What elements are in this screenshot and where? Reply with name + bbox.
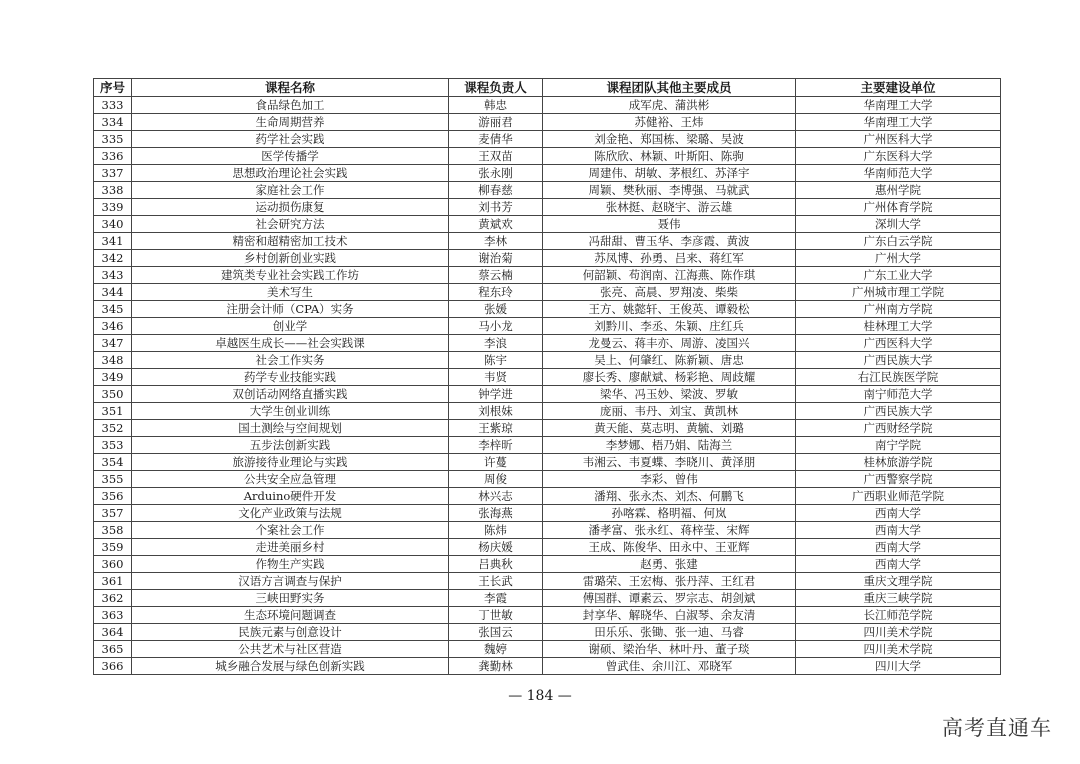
cell-course-lead: 陈炜 [449, 522, 543, 539]
cell-team-members: 李彩、曾伟 [543, 471, 796, 488]
cell-institution: 惠州学院 [796, 182, 1001, 199]
cell-team-members: 梁华、冯玉妙、梁波、罗敏 [543, 386, 796, 403]
cell-team-members: 聂伟 [543, 216, 796, 233]
table-row [94, 335, 1001, 352]
header-course-lead: 课程负责人 [449, 79, 543, 97]
table-header-row [94, 79, 1001, 97]
cell-course-name: 文化产业政策与法规 [132, 505, 449, 522]
cell-institution: 广州医科大学 [796, 131, 1001, 148]
cell-course-lead: 王长武 [449, 573, 543, 590]
cell-team-members: 韦湘云、韦夏蝶、李晓川、黄泽朋 [543, 454, 796, 471]
cell-course-lead: 刘根妹 [449, 403, 543, 420]
cell-team-members: 冯甜甜、曹玉华、李彦霞、黄波 [543, 233, 796, 250]
cell-course-lead: 李梓昕 [449, 437, 543, 454]
cell-team-members: 王方、姚懿轩、王俊英、谭毅松 [543, 301, 796, 318]
cell-institution: 广州城市理工学院 [796, 284, 1001, 301]
cell-serial-number: 359 [94, 539, 132, 556]
cell-institution: 南宁学院 [796, 437, 1001, 454]
cell-institution: 四川美术学院 [796, 641, 1001, 658]
cell-institution: 华南理工大学 [796, 97, 1001, 114]
table-row [94, 284, 1001, 301]
cell-team-members: 苏凤博、孙勇、吕来、蒋红军 [543, 250, 796, 267]
cell-team-members: 黄天能、莫志明、黄毓、刘璐 [543, 420, 796, 437]
cell-serial-number: 344 [94, 284, 132, 301]
cell-institution: 广东白云学院 [796, 233, 1001, 250]
cell-course-name: 五步法创新实践 [132, 437, 449, 454]
cell-serial-number: 363 [94, 607, 132, 624]
cell-team-members: 刘黔川、李丞、朱颖、庄红兵 [543, 318, 796, 335]
cell-course-lead: 张海燕 [449, 505, 543, 522]
cell-course-name: 作物生产实践 [132, 556, 449, 573]
cell-course-lead: 刘书芳 [449, 199, 543, 216]
cell-serial-number: 353 [94, 437, 132, 454]
cell-serial-number: 343 [94, 267, 132, 284]
cell-course-name: 注册会计师（CPA）实务 [132, 301, 449, 318]
cell-course-name: 大学生创业训练 [132, 403, 449, 420]
cell-course-name: 家庭社会工作 [132, 182, 449, 199]
cell-course-lead: 李林 [449, 233, 543, 250]
cell-course-lead: 王紫琼 [449, 420, 543, 437]
cell-serial-number: 347 [94, 335, 132, 352]
cell-serial-number: 350 [94, 386, 132, 403]
table-row [94, 420, 1001, 437]
table-row [94, 403, 1001, 420]
cell-course-lead: 李浪 [449, 335, 543, 352]
cell-serial-number: 362 [94, 590, 132, 607]
cell-course-name: 药学专业技能实践 [132, 369, 449, 386]
cell-course-name: 双创话动网络直播实践 [132, 386, 449, 403]
cell-institution: 南宁师范大学 [796, 386, 1001, 403]
cell-course-lead: 游丽君 [449, 114, 543, 131]
cell-course-lead: 韦贤 [449, 369, 543, 386]
cell-institution: 广州南方学院 [796, 301, 1001, 318]
cell-team-members: 田乐乐、张锄、张一迪、马睿 [543, 624, 796, 641]
cell-team-members: 王成、陈俊华、田永中、王亚辉 [543, 539, 796, 556]
table-row [94, 539, 1001, 556]
cell-institution: 桂林旅游学院 [796, 454, 1001, 471]
cell-serial-number: 361 [94, 573, 132, 590]
cell-team-members: 孙喀霖、格明福、何岚 [543, 505, 796, 522]
cell-course-lead: 丁世敏 [449, 607, 543, 624]
cell-institution: 西南大学 [796, 522, 1001, 539]
table-row [94, 369, 1001, 386]
cell-course-lead: 麦倩华 [449, 131, 543, 148]
header-team-members: 课程团队其他主要成员 [543, 79, 796, 97]
course-table [93, 78, 1001, 675]
cell-serial-number: 348 [94, 352, 132, 369]
cell-course-lead: 黄斌欢 [449, 216, 543, 233]
cell-serial-number: 346 [94, 318, 132, 335]
table-row [94, 318, 1001, 335]
cell-course-name: 民族元素与创意设计 [132, 624, 449, 641]
cell-course-name: 卓越医生成长——社会实践课 [132, 335, 449, 352]
table-row [94, 267, 1001, 284]
cell-institution: 长江师范学院 [796, 607, 1001, 624]
cell-team-members: 何韶颖、苟润南、江海燕、陈作琪 [543, 267, 796, 284]
cell-course-lead: 魏婷 [449, 641, 543, 658]
header-serial-number: 序号 [94, 79, 132, 97]
cell-institution: 广东工业大学 [796, 267, 1001, 284]
table-row [94, 590, 1001, 607]
cell-team-members: 吴上、何肇红、陈新颖、唐忠 [543, 352, 796, 369]
cell-team-members: 成军虎、蒲洪彬 [543, 97, 796, 114]
cell-team-members: 封享华、解晓华、白淑琴、余友清 [543, 607, 796, 624]
table-row [94, 454, 1001, 471]
cell-course-name: 创业学 [132, 318, 449, 335]
cell-course-name: 公共安全应急管理 [132, 471, 449, 488]
cell-serial-number: 333 [94, 97, 132, 114]
cell-team-members: 潘孝富、张永红、蒋梓莹、宋辉 [543, 522, 796, 539]
cell-serial-number: 349 [94, 369, 132, 386]
cell-team-members: 傅国群、谭素云、罗宗志、胡剑斌 [543, 590, 796, 607]
cell-course-lead: 程东玲 [449, 284, 543, 301]
cell-course-lead: 张国云 [449, 624, 543, 641]
cell-serial-number: 341 [94, 233, 132, 250]
cell-course-lead: 许蔓 [449, 454, 543, 471]
cell-course-lead: 陈宇 [449, 352, 543, 369]
cell-serial-number: 339 [94, 199, 132, 216]
cell-team-members: 曾武佳、余川江、邓晓军 [543, 658, 796, 675]
cell-course-name: 美术写生 [132, 284, 449, 301]
cell-institution: 广西民族大学 [796, 403, 1001, 420]
cell-course-name: 思想政治理论社会实践 [132, 165, 449, 182]
cell-team-members: 张林挺、赵晓宇、游云雄 [543, 199, 796, 216]
table-row [94, 556, 1001, 573]
cell-course-name: 乡村创新创业实践 [132, 250, 449, 267]
cell-institution: 华南师范大学 [796, 165, 1001, 182]
cell-institution: 四川大学 [796, 658, 1001, 675]
cell-team-members: 周建伟、胡敏、茅根红、苏泽宇 [543, 165, 796, 182]
cell-institution: 重庆三峡学院 [796, 590, 1001, 607]
table-row [94, 607, 1001, 624]
cell-serial-number: 336 [94, 148, 132, 165]
cell-team-members: 张亮、高晨、罗翔凌、柴柴 [543, 284, 796, 301]
watermark-text: 高考直通车 [942, 716, 1052, 740]
cell-course-name: 社会工作实务 [132, 352, 449, 369]
table-row [94, 199, 1001, 216]
cell-course-lead: 钟学进 [449, 386, 543, 403]
table-body [94, 97, 1001, 675]
cell-serial-number: 365 [94, 641, 132, 658]
cell-serial-number: 366 [94, 658, 132, 675]
cell-institution: 广西民族大学 [796, 352, 1001, 369]
cell-course-lead: 韩忠 [449, 97, 543, 114]
cell-institution: 广州大学 [796, 250, 1001, 267]
cell-serial-number: 342 [94, 250, 132, 267]
cell-team-members: 周颖、樊秋丽、李博强、马就武 [543, 182, 796, 199]
cell-course-lead: 林兴志 [449, 488, 543, 505]
cell-course-lead: 周俊 [449, 471, 543, 488]
cell-team-members: 赵勇、张建 [543, 556, 796, 573]
cell-serial-number: 364 [94, 624, 132, 641]
cell-course-lead: 张媛 [449, 301, 543, 318]
cell-institution: 广东医科大学 [796, 148, 1001, 165]
table-row [94, 131, 1001, 148]
cell-team-members: 廖长秀、廖献斌、杨彩艳、周歧耀 [543, 369, 796, 386]
table-row [94, 165, 1001, 182]
cell-institution: 广州体育学院 [796, 199, 1001, 216]
cell-course-name: 建筑类专业社会实践工作坊 [132, 267, 449, 284]
cell-course-lead: 杨庆媛 [449, 539, 543, 556]
cell-course-name: 社会研究方法 [132, 216, 449, 233]
table-row [94, 216, 1001, 233]
cell-institution: 广西职业师范学院 [796, 488, 1001, 505]
cell-team-members: 苏健裕、王炜 [543, 114, 796, 131]
cell-course-name: 个案社会工作 [132, 522, 449, 539]
cell-course-lead: 吕典秋 [449, 556, 543, 573]
cell-institution: 华南理工大学 [796, 114, 1001, 131]
cell-course-lead: 李霞 [449, 590, 543, 607]
cell-course-name: 医学传播学 [132, 148, 449, 165]
header-institution: 主要建设单位 [796, 79, 1001, 97]
header-course-name: 课程名称 [132, 79, 449, 97]
cell-course-name: Arduino硬件开发 [132, 488, 449, 505]
table-row [94, 505, 1001, 522]
table-row [94, 471, 1001, 488]
cell-course-name: 三峡田野实务 [132, 590, 449, 607]
cell-team-members: 庞丽、韦丹、刘宝、黄凯林 [543, 403, 796, 420]
cell-course-lead: 蔡云楠 [449, 267, 543, 284]
cell-institution: 广西医科大学 [796, 335, 1001, 352]
cell-course-lead: 柳春慈 [449, 182, 543, 199]
cell-institution: 深圳大学 [796, 216, 1001, 233]
table-row [94, 437, 1001, 454]
table-row [94, 114, 1001, 131]
cell-institution: 右江民族医学院 [796, 369, 1001, 386]
cell-course-name: 生命周期营养 [132, 114, 449, 131]
table-row [94, 352, 1001, 369]
cell-institution: 西南大学 [796, 539, 1001, 556]
table-row [94, 624, 1001, 641]
cell-team-members: 陈欣欣、林颖、叶斯阳、陈驹 [543, 148, 796, 165]
cell-course-name: 走进美丽乡村 [132, 539, 449, 556]
cell-team-members: 刘金艳、郑国栋、梁璐、吴波 [543, 131, 796, 148]
table-row [94, 522, 1001, 539]
cell-institution: 西南大学 [796, 505, 1001, 522]
cell-serial-number: 356 [94, 488, 132, 505]
cell-institution: 重庆文理学院 [796, 573, 1001, 590]
table-row [94, 386, 1001, 403]
cell-institution: 四川美术学院 [796, 624, 1001, 641]
cell-serial-number: 360 [94, 556, 132, 573]
cell-serial-number: 338 [94, 182, 132, 199]
table-row [94, 641, 1001, 658]
cell-course-name: 公共艺术与社区营造 [132, 641, 449, 658]
table-row [94, 301, 1001, 318]
table-row [94, 97, 1001, 114]
page-number: — 184 — [508, 688, 572, 704]
cell-course-name: 药学社会实践 [132, 131, 449, 148]
cell-team-members: 谢硕、梁治华、林叶丹、董子琰 [543, 641, 796, 658]
cell-serial-number: 335 [94, 131, 132, 148]
cell-institution: 桂林理工大学 [796, 318, 1001, 335]
cell-serial-number: 352 [94, 420, 132, 437]
cell-team-members: 龙曼云、蒋丰亦、周游、凌国兴 [543, 335, 796, 352]
cell-serial-number: 337 [94, 165, 132, 182]
cell-course-lead: 张永刚 [449, 165, 543, 182]
cell-course-name: 精密和超精密加工技术 [132, 233, 449, 250]
cell-course-lead: 马小龙 [449, 318, 543, 335]
cell-course-name: 汉语方言调查与保护 [132, 573, 449, 590]
table-row [94, 573, 1001, 590]
cell-course-name: 运动损伤康复 [132, 199, 449, 216]
cell-course-name: 旅游接待业理论与实践 [132, 454, 449, 471]
cell-serial-number: 340 [94, 216, 132, 233]
cell-team-members: 潘翔、张永杰、刘杰、何鹏飞 [543, 488, 796, 505]
cell-institution: 西南大学 [796, 556, 1001, 573]
cell-course-name: 国土测绘与空间规划 [132, 420, 449, 437]
cell-team-members: 李梦娜、梧乃娟、陆海兰 [543, 437, 796, 454]
cell-serial-number: 345 [94, 301, 132, 318]
cell-team-members: 雷璐荣、王宏梅、张丹萍、王红君 [543, 573, 796, 590]
table-row [94, 148, 1001, 165]
cell-course-name: 食品绿色加工 [132, 97, 449, 114]
cell-serial-number: 351 [94, 403, 132, 420]
cell-course-lead: 龚勤林 [449, 658, 543, 675]
cell-serial-number: 358 [94, 522, 132, 539]
cell-course-name: 城乡融合发展与绿色创新实践 [132, 658, 449, 675]
cell-serial-number: 334 [94, 114, 132, 131]
table-row [94, 488, 1001, 505]
table-row [94, 233, 1001, 250]
cell-serial-number: 354 [94, 454, 132, 471]
cell-institution: 广西财经学院 [796, 420, 1001, 437]
table-row [94, 250, 1001, 267]
cell-institution: 广西警察学院 [796, 471, 1001, 488]
cell-serial-number: 357 [94, 505, 132, 522]
table-row [94, 182, 1001, 199]
cell-course-lead: 谢治菊 [449, 250, 543, 267]
cell-course-name: 生态环境问题调查 [132, 607, 449, 624]
cell-course-lead: 王双苗 [449, 148, 543, 165]
table-row [94, 658, 1001, 675]
cell-serial-number: 355 [94, 471, 132, 488]
